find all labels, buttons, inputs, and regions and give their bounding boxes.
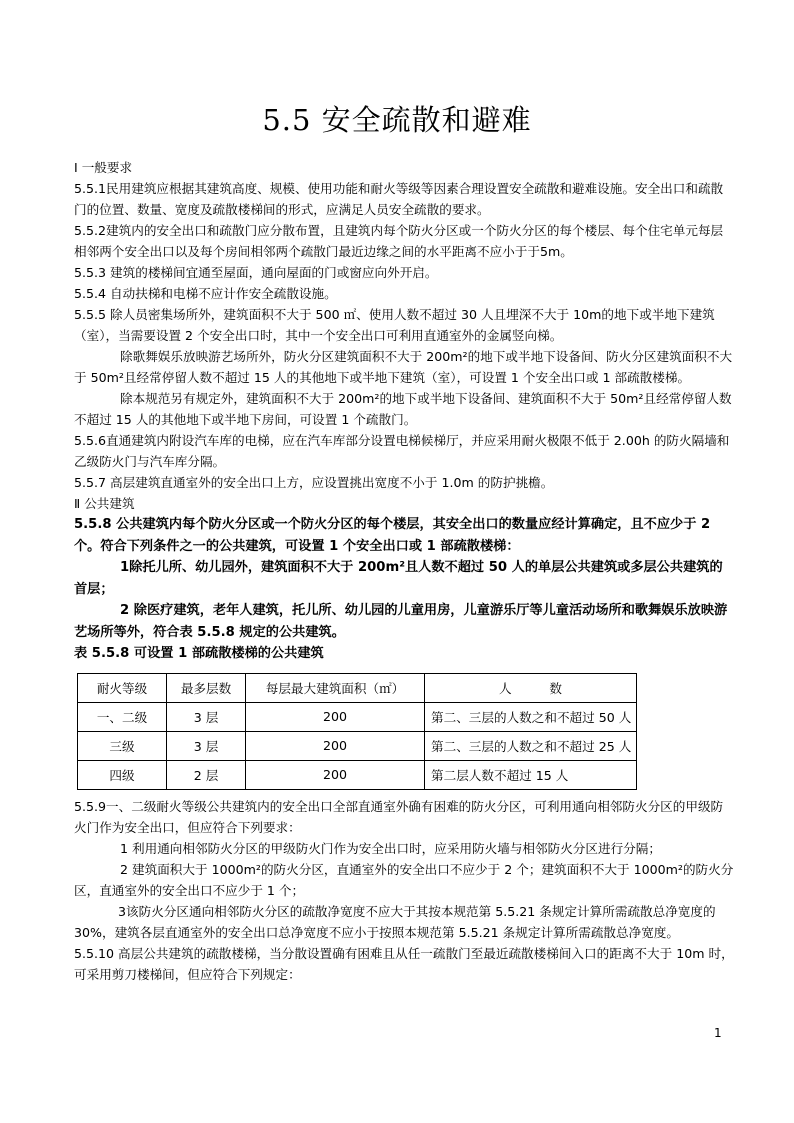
table-cell: 3 层 xyxy=(167,702,246,731)
clause-5-5-1: 5.5.1民用建筑应根据其建筑高度、规模、使用功能和耐火等级等因素合理设置安全疏散和避难设施。安全出口和疏散门的位置、数量、宽度及疏散楼梯间的形式，应满足人员安全疏散的要求。 xyxy=(74,181,724,217)
clause-5-5-9-item-1: 1 利用通向相邻防火分区的甲级防火门作为安全出口时，应采用防火墙与相邻防火分区进行分隔； xyxy=(120,840,661,856)
page-number: 1 xyxy=(714,1026,722,1040)
table-cell: 200 xyxy=(246,760,425,789)
clause-5-5-9-item-3: 3该防火分区通向相邻防火分区的疏散净宽度不应大于其按本规范第 5.5.21 条规定计算所需疏散总净宽度的 30%，建筑各层直通室外的安全出口总净宽度不应小于按照本规范第 5.5.21 条规定计算所需疏散总净宽度。 xyxy=(74,903,716,940)
table-cell: 2 层 xyxy=(167,760,246,789)
clause-5-5-2: 5.5.2建筑内的安全出口和疏散门应分散布置，且建筑内每个防火分区或一个防火分区的每个楼层、每个住宅单元每层相邻两个安全出口以及每个房间相邻两个疏散门最近边缘之间的水平距离不应小于于5m。 xyxy=(74,223,724,259)
table-cell: 第二、三层的人数之和不超过 25 人 xyxy=(425,731,637,760)
table-cell: 一、二级 xyxy=(78,702,167,731)
table-row xyxy=(78,731,637,760)
table-5-5-8 xyxy=(77,673,734,790)
clause-5-5-5-para-3: 除本规范另有规定外，建筑面积不大于 200m²的地下或半地下设备间、建筑面积不大于 50m²且经常停留人数不超过 15 人的其他地下或半地下房间，可设置 1 个疏散门。 xyxy=(74,391,732,427)
table-cell: 四级 xyxy=(78,760,167,789)
data-table xyxy=(77,673,637,790)
clause-5-5-5: 5.5.5 除人员密集场所外，建筑面积不大于 500 ㎡、使用人数不超过 30 人且埋深不大于 10m的地下或半地下建筑（室），当需要设置 2 个安全出口时，其中一个安全出口可利用直通室外的金属竖向梯。 xyxy=(74,307,715,343)
table-cell: 第二层人数不超过 15 人 xyxy=(425,760,637,789)
table-row xyxy=(78,702,637,731)
section-heading-public: Ⅱ 公共建筑 xyxy=(74,496,135,511)
table-cell: 200 xyxy=(246,702,425,731)
clause-5-5-8: 5.5.8 公共建筑内每个防火分区或一个防火分区的每个楼层，其安全出口的数量应经计算确定，且不应少于 2 个。符合下列条件之一的公共建筑，可设置 1 个安全出口或 1 部疏散楼梯： xyxy=(74,517,711,554)
table-row xyxy=(78,760,637,789)
clause-5-5-6: 5.5.6直通建筑内附设汽车库的电梯，应在汽车库部分设置电梯候梯厅，并应采用耐火极限不低于 2.00h 的防火隔墙和乙级防火门与汽车库分隔。 xyxy=(74,433,730,469)
section-heading-general: Ⅰ 一般要求 xyxy=(74,160,133,175)
clause-5-5-3: 5.5.3 建筑的楼梯间宜通至屋面，通向屋面的门或窗应向外开启。 xyxy=(74,265,438,280)
table-header: 每层最大建筑面积（㎡） xyxy=(246,673,425,702)
table-cell: 200 xyxy=(246,731,425,760)
clause-5-5-4: 5.5.4 自动扶梯和电梯不应计作安全疏散设施。 xyxy=(74,286,337,301)
clause-5-5-9: 5.5.9一、二级耐火等级公共建筑内的安全出口全部直通室外确有困难的防火分区，可利用通向相邻防火分区的甲级防火门作为安全出口，但应符合下列要求： xyxy=(74,798,724,835)
clause-5-5-8-item-1: 1除托儿所、幼儿园外，建筑面积不大于 200m²且人数不超过 50 人的单层公共建筑或多层公共建筑的首层； xyxy=(74,560,723,597)
clause-5-5-9-item-2: 2 建筑面积大于 1000m²的防火分区，直通室外的安全出口不应少于 2 个；建筑面积不大于 1000m²的防火分区，直通室外的安全出口不应少于 1 个； xyxy=(74,861,734,898)
table-cell: 三级 xyxy=(78,731,167,760)
clause-5-5-5-para-2: 除歌舞娱乐放映游艺场所外，防火分区建筑面积不大于 200m²的地下或半地下设备间、防火分区建筑面积不大于 50m²且经常停留人数不超过 15 人的其他地下或半地下建筑（室），可设置 1 个安全出口或 1 部疏散楼梯。 xyxy=(74,349,733,385)
clause-5-5-7: 5.5.7 高层建筑直通室外的安全出口上方，应设置挑出宽度不小于 1.0m 的防护挑檐。 xyxy=(74,475,554,490)
table-header: 人 数 xyxy=(425,673,637,702)
table-caption: 表 5.5.8 可设置 1 部疏散楼梯的公共建筑 xyxy=(74,646,324,661)
clause-5-5-10: 5.5.10 高层公共建筑的疏散楼梯，当分散设置确有困难且从任一疏散门至最近疏散楼梯间入口的距离不大于 10m 时，可采用剪刀楼梯间，但应符合下列规定： xyxy=(74,945,734,982)
table-header: 耐火等级 xyxy=(78,673,167,702)
table-cell: 3 层 xyxy=(167,731,246,760)
table-cell: 第二、三层的人数之和不超过 50 人 xyxy=(425,702,637,731)
table-header: 最多层数 xyxy=(167,673,246,702)
clause-5-5-8-item-2: 2 除医疗建筑，老年人建筑，托儿所、幼儿园的儿童用房，儿童游乐厅等儿童活动场所和歌舞娱乐放映游艺场所等外，符合表 5.5.8 规定的公共建筑。 xyxy=(74,603,728,640)
page-title: 5.5 安全疏散和避难 xyxy=(262,103,532,137)
document-body xyxy=(74,157,734,985)
table-header-row xyxy=(78,673,637,702)
